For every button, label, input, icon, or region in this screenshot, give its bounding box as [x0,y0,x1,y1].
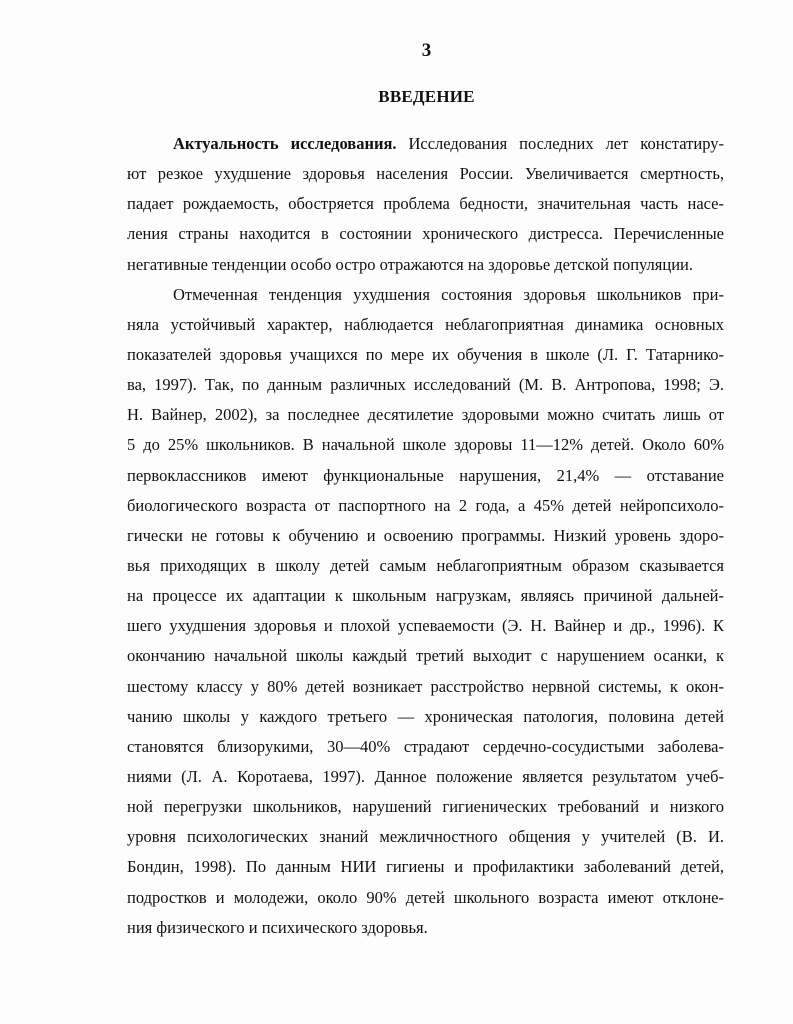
section-heading: ВВЕДЕНИЕ [378,87,475,106]
text-line: ва, 1997). Так, по данным различных исследований (М. В. Антропова, 1998; Э. [127,375,724,395]
text-line: шестому классу у 80% детей возникает расстройство нервной системы, к окон- [127,676,724,696]
text-line: гически не готовы к обучению и освоению программы. Низкий уровень здоро- [127,525,724,545]
text-line: Отмеченная тенденция ухудшения состояния здоровья школьников при- [173,284,724,304]
text-line: ют резкое ухудшение здоровья населения России. Увеличивается смертность, [127,164,724,184]
text-line: ления страны находится в состоянии хронического дистресса. Перечисленные [127,224,724,244]
paragraph-1 [127,129,724,280]
text-line: ния физического и психического здоровья. [127,917,428,937]
text-line: Н. Вайнер, 2002), за последнее десятилетие здоровыми можно считать лишь от [127,405,724,425]
text-line: окончанию начальной школы каждый третий выходит с нарушением осанки, к [127,646,724,666]
paragraph-2 [127,280,724,943]
text-line: ниями (Л. А. Коротаева, 1997). Данное положение является результатом учеб- [127,766,724,786]
text-line [127,129,724,159]
text-line: няла устойчивый характер, наблюдается неблагоприятная динамика основных [127,314,724,334]
text-line: биологического возраста от паспортного на 2 года, а 45% детей нейропсихоло- [127,495,724,515]
text-line: 5 до 25% школьников. В начальной школе здоровы 11—12% детей. Около 60% [127,435,724,455]
lead-bold-text: Актуальность исследования. [173,134,397,153]
text-line: падает рождаемость, обостряется проблема бедности, значительная часть насе- [127,194,724,214]
text-line: негативные тенденции особо остро отражаются на здоровье детской популяции. [127,254,693,274]
text-line: Бондин, 1998). По данным НИИ гигиены и профилактики заболеваний детей, [127,857,724,877]
text-line: шего ухудшения здоровья и плохой успеваемости (Э. Н. Вайнер и др., 1996). К [127,616,724,636]
body-text [127,129,724,943]
text-line: уровня психологических знаний межличностного общения у учителей (В. И. [127,827,724,847]
text-line-rest: Исследования последних лет констатиру- [396,134,724,153]
text-line: ной перегрузки школьников, нарушений гигиенических требований и низкого [127,797,724,817]
text-line: становятся близорукими, 30—40% страдают сердечно-сосудистыми заболева- [127,736,724,756]
page-number: 3 [421,40,432,61]
text-line: показателей здоровья учащихся по мере их обучения в школе (Л. Г. Татарнико- [127,344,724,364]
text-line: первоклассников имеют функциональные нарушения, 21,4% — отставание [127,465,724,485]
text-line: чанию школы у каждого третьего — хроническая патология, половина детей [127,706,724,726]
text-line: подростков и молодежи, около 90% детей школьного возраста имеют отклоне- [127,887,724,907]
text-line: вья приходящих в школу детей самым неблагоприятным образом сказывается [127,555,724,575]
text-line: на процессе их адаптации к школьным нагрузкам, являясь причиной дальней- [127,586,724,606]
